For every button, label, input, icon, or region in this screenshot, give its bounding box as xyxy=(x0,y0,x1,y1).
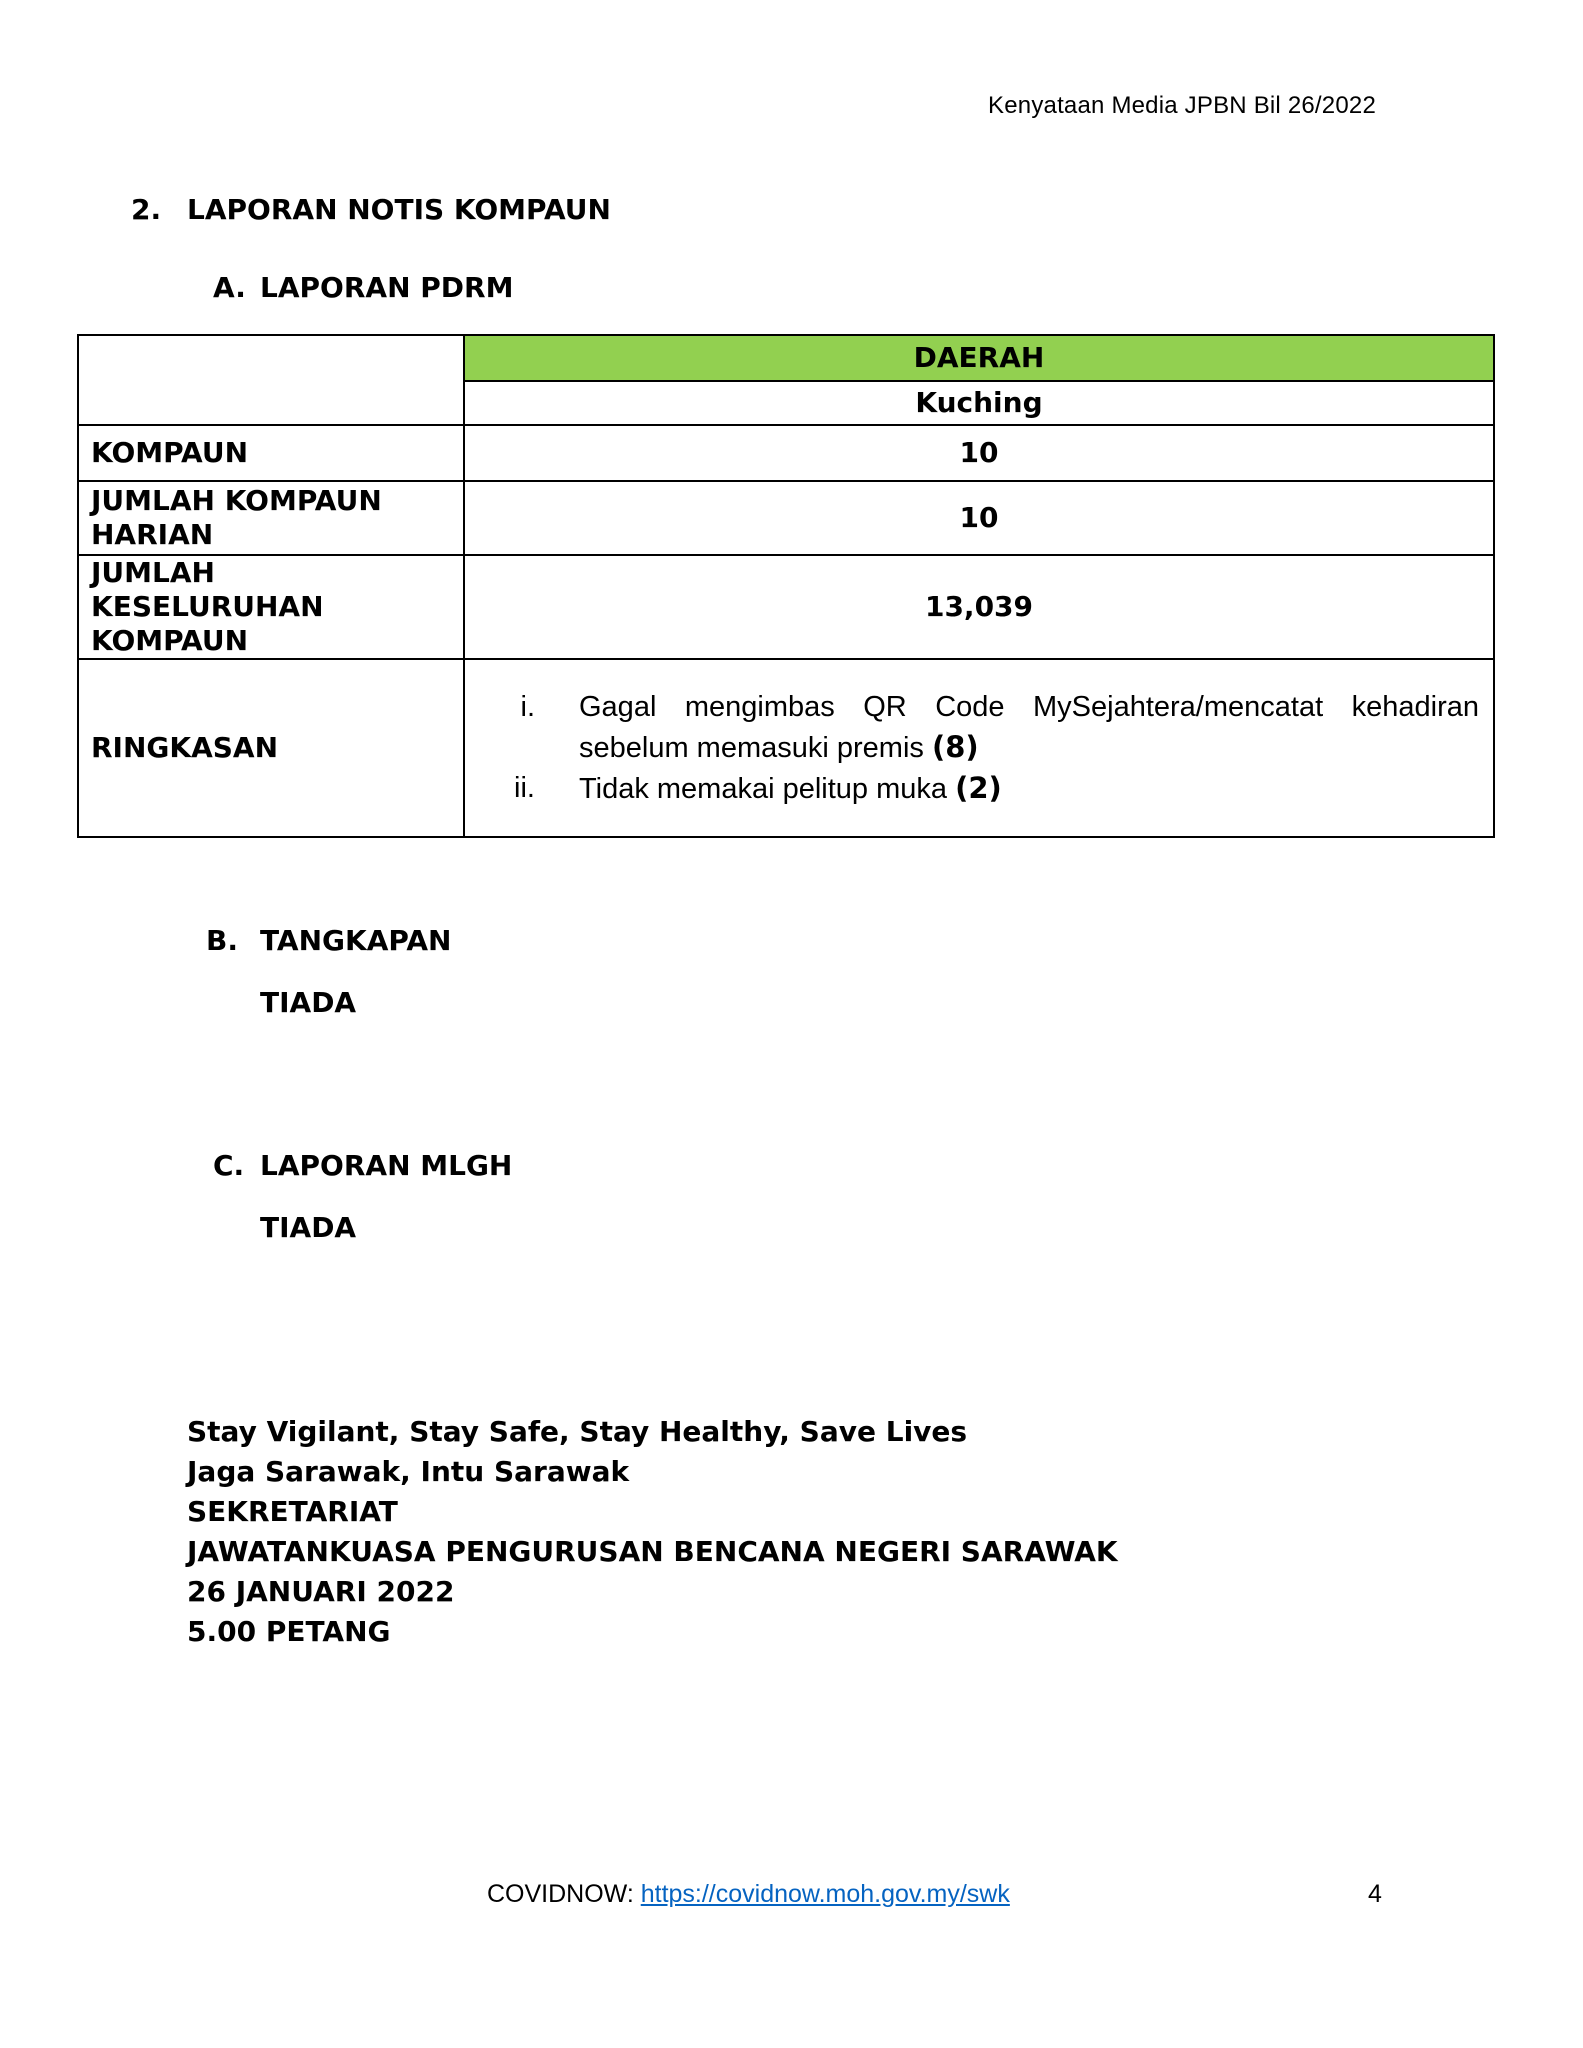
subsection-c-letter: C. xyxy=(213,1149,245,1182)
table-row xyxy=(78,425,1494,481)
summary-item xyxy=(465,768,1479,809)
table-corner-cell xyxy=(78,335,464,425)
closing-time: 5.00 PETANG xyxy=(187,1615,391,1648)
page-number: 4 xyxy=(1368,1880,1382,1908)
row-value: 13,039 xyxy=(464,555,1494,659)
row-label: KOMPAUN xyxy=(78,425,464,481)
footer-prefix: COVIDNOW: xyxy=(487,1880,641,1908)
closing-date: 26 JANUARI 2022 xyxy=(187,1575,455,1608)
closing-tagline: Jaga Sarawak, Intu Sarawak xyxy=(187,1455,630,1488)
row-value: 10 xyxy=(464,481,1494,555)
summary-item-text xyxy=(579,687,1479,768)
subsection-b-content: TIADA xyxy=(260,986,357,1019)
subsection-b-heading xyxy=(206,924,451,957)
section-heading xyxy=(131,193,611,226)
district-name-cell: Kuching xyxy=(464,381,1494,425)
summary-item-description: Tidak memakai pelitup muka xyxy=(579,773,956,805)
summary-item-description: Gagal mengimbas QR Code MySejahtera/mencatat kehadiran sebelum memasuki premis xyxy=(579,691,1479,764)
closing-block xyxy=(187,1412,1118,1652)
covidnow-link[interactable]: https://covidnow.moh.gov.my/swk xyxy=(640,1880,1010,1908)
document-reference: Kenyataan Media JPBN Bil 26/2022 xyxy=(988,92,1376,119)
row-label: JUMLAH KESELURUHAN KOMPAUN xyxy=(78,555,464,659)
summary-item-count: (2) xyxy=(955,771,1002,805)
subsection-a-heading xyxy=(213,271,513,304)
subsection-b-title: TANGKAPAN xyxy=(260,924,452,957)
summary-item xyxy=(465,687,1479,768)
table-row xyxy=(78,555,1494,659)
closing-secretariat: SEKRETARIAT xyxy=(187,1495,398,1528)
subsection-b-letter: B. xyxy=(206,924,238,957)
district-header-cell: DAERAH xyxy=(464,335,1494,381)
table-header-row xyxy=(78,335,1494,381)
section-title: LAPORAN NOTIS KOMPAUN xyxy=(187,193,611,226)
summary-row xyxy=(78,659,1494,837)
subsection-c-title: LAPORAN MLGH xyxy=(260,1149,513,1182)
compound-report-table xyxy=(77,334,1495,838)
subsection-c-heading xyxy=(213,1149,512,1182)
section-number: 2. xyxy=(131,193,162,226)
row-value: 10 xyxy=(464,425,1494,481)
summary-cell xyxy=(464,659,1494,837)
summary-item-text xyxy=(579,768,1479,809)
summary-list xyxy=(465,687,1479,809)
subsection-a-letter: A. xyxy=(213,271,246,304)
table-row xyxy=(78,481,1494,555)
row-label: JUMLAH KOMPAUN HARIAN xyxy=(78,481,464,555)
closing-committee: JAWATANKUASA PENGURUSAN BENCANA NEGERI SARAWAK xyxy=(187,1535,1118,1568)
subsection-c-content: TIADA xyxy=(260,1211,357,1244)
summary-label: RINGKASAN xyxy=(78,659,464,837)
subsection-a-title: LAPORAN PDRM xyxy=(260,271,514,304)
closing-slogan: Stay Vigilant, Stay Safe, Stay Healthy, Save Lives xyxy=(187,1415,968,1448)
summary-item-numeral: ii. xyxy=(514,772,535,804)
summary-item-numeral: i. xyxy=(520,691,535,723)
summary-item-count: (8) xyxy=(931,730,979,764)
footer xyxy=(487,1880,1010,1909)
